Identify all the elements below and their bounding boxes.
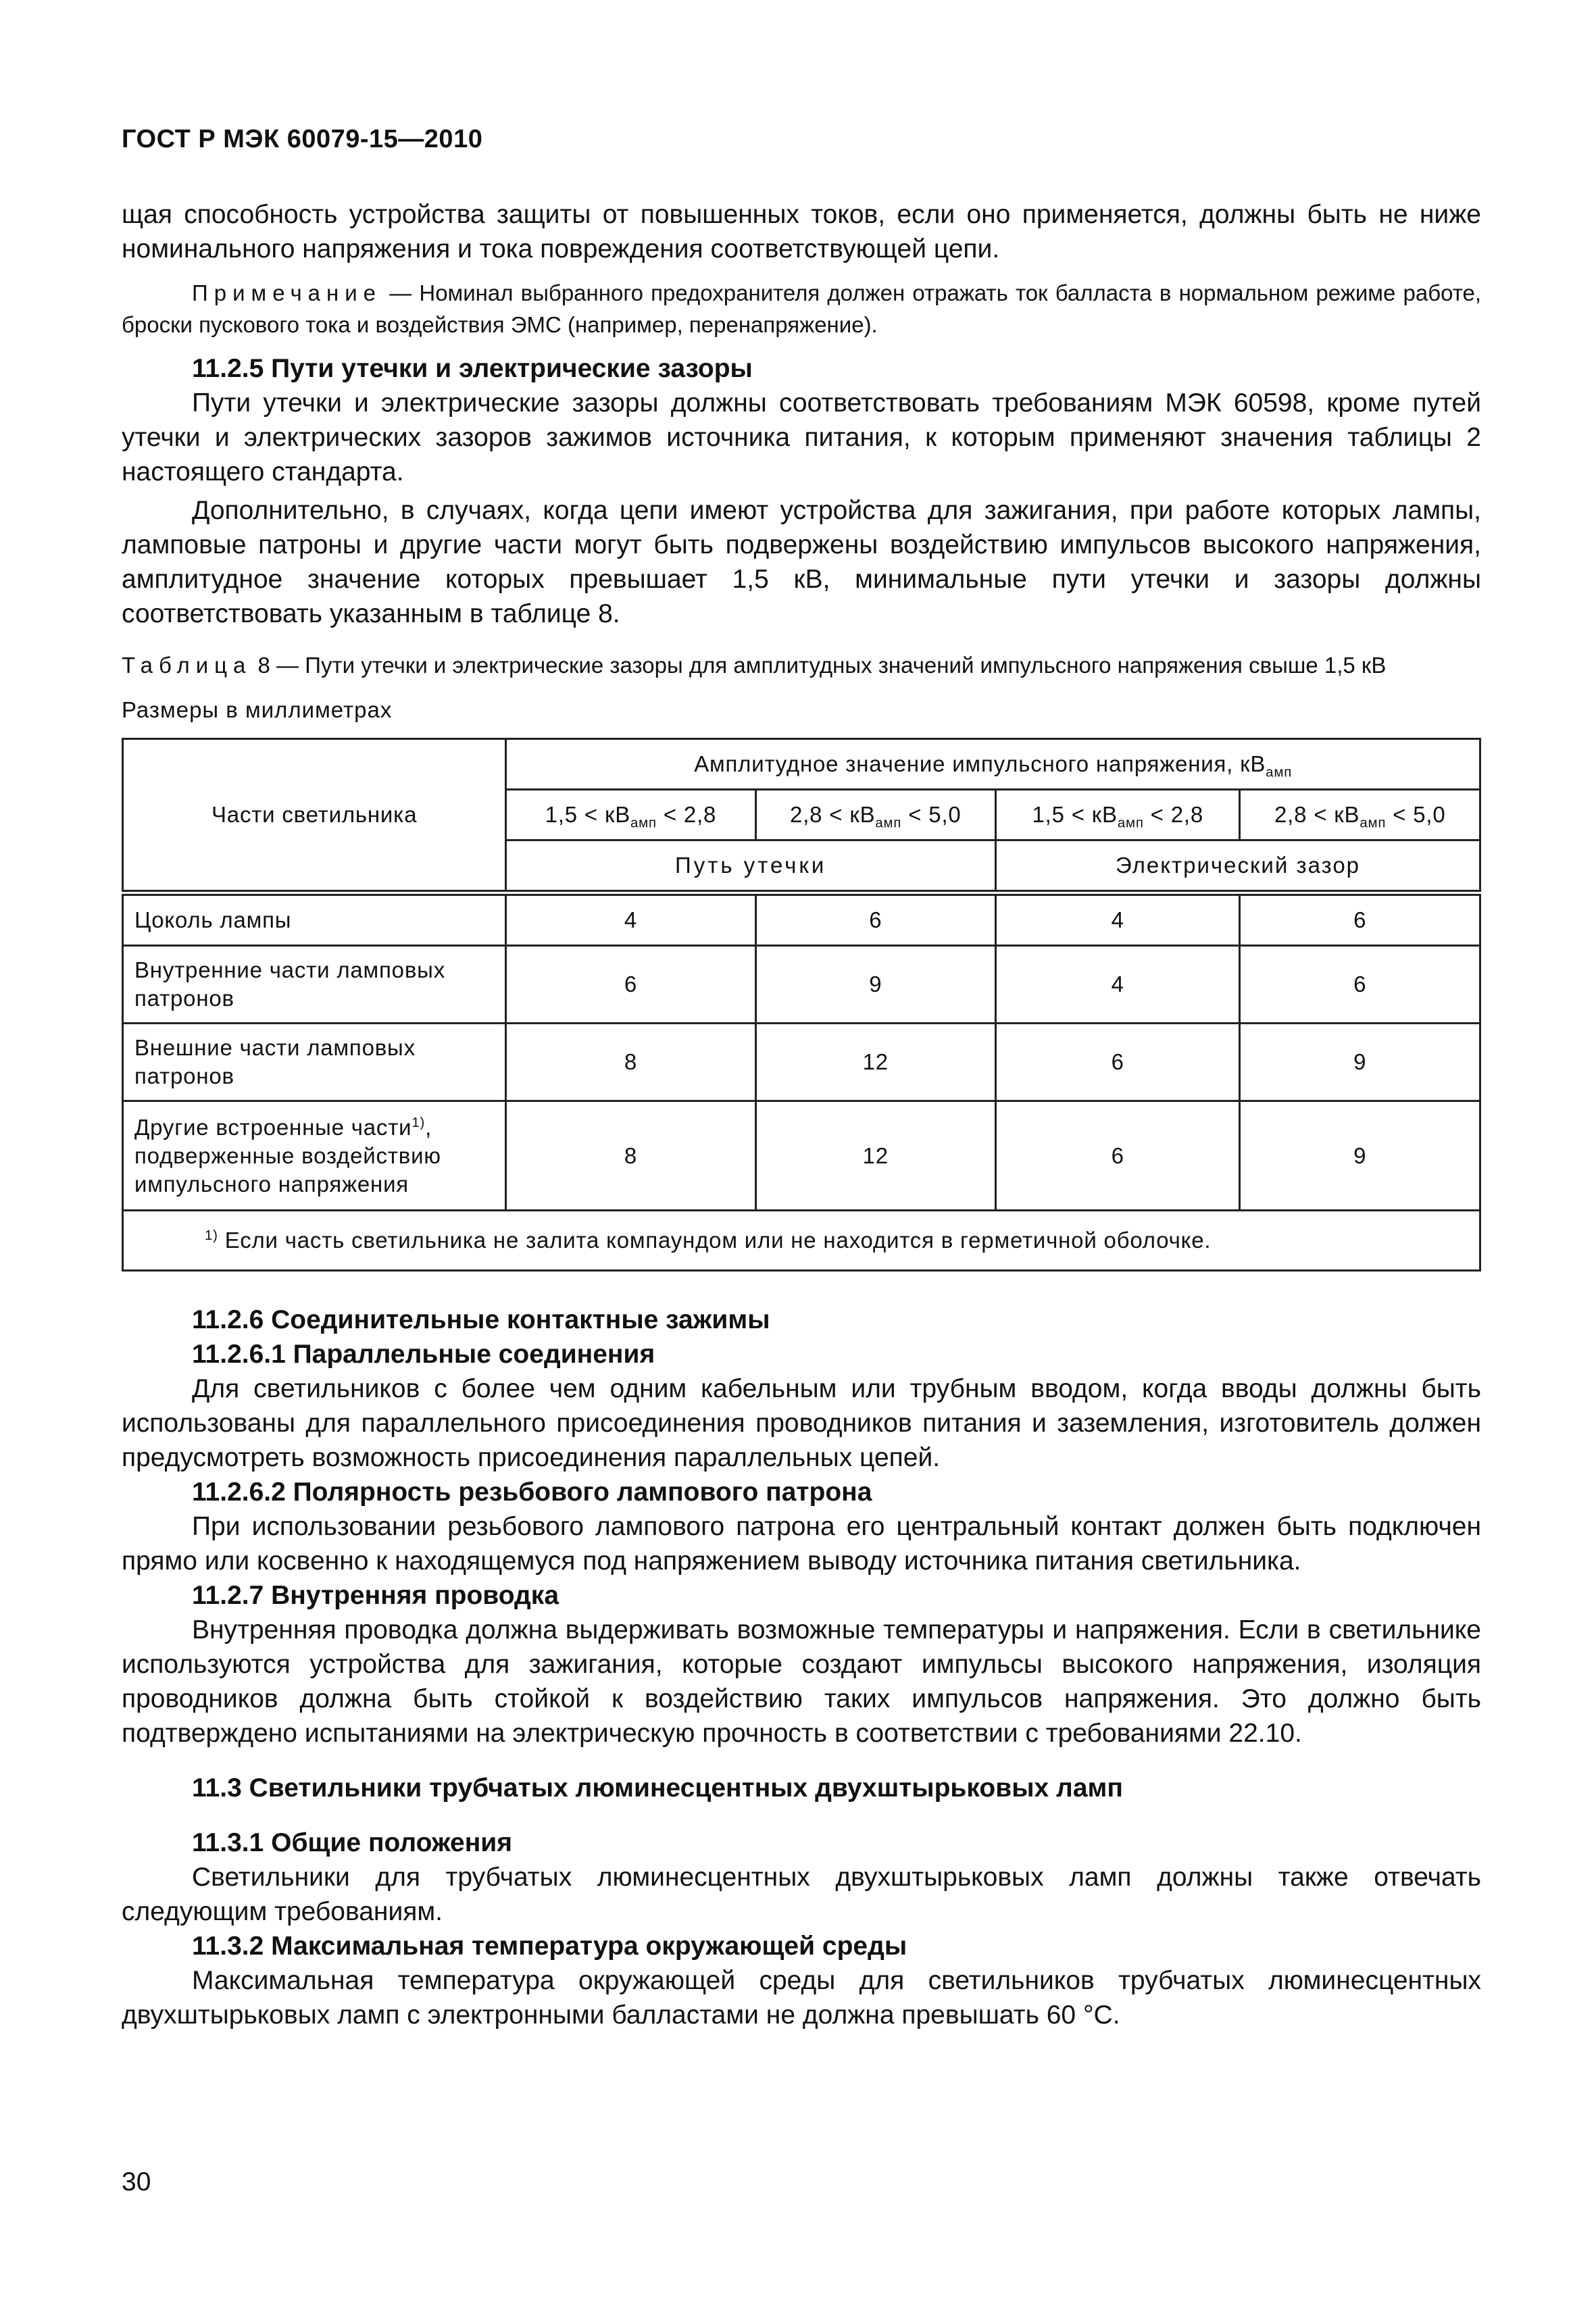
paragraph-intro: щая способность устройства защиты от повышенных токов, если оно применяется, должны быть не ниже номинального напряжения и тока повреждения соответствующей цепи. (122, 200, 1481, 263)
section-11-2-6-heading: 11.2.6 Соединительные контактные зажимы (192, 1305, 770, 1334)
section-11-3-2-paragraph: Максимальная температура окружающей среды для светильников трубчатых люминесцентных двухштырьковых ламп с электронными балластами не должна превышать 60 °С. (122, 1966, 1481, 2030)
cell-value: 6 (755, 893, 995, 946)
header-range-4: $2,8 < кВ_{амп} < 5,0$ (1240, 790, 1480, 840)
cell-value: 9 (755, 946, 995, 1024)
cell-value: 6 (1240, 893, 1480, 946)
table-8-caption (122, 650, 1481, 680)
section-11-3-1-heading: 11.3.1 Общие положения (192, 1828, 513, 1857)
table-caption-label: Таблица (122, 653, 252, 678)
section-11-2-6-1-heading: 11.2.6.1 Параллельные соединения (192, 1340, 655, 1369)
cell-value: 6 (506, 946, 755, 1024)
cell-value: 6 (996, 1024, 1240, 1101)
cell-value: 4 (996, 946, 1240, 1024)
cell-value: 12 (755, 1101, 995, 1211)
table-caption-text: 8 — Пути утечки и электрические зазоры для амплитудных значений импульсного напряжения свыше 1,5 кВ (251, 653, 1387, 678)
table-row (123, 1024, 1480, 1101)
header-creepage: Путь утечки (506, 840, 996, 893)
table-footnote-row (123, 1211, 1480, 1271)
header-amplitude: Амплитудное значение импульсного напряжения, $кВ_{амп}$ (506, 739, 1480, 790)
cell-value: 6 (996, 1101, 1240, 1211)
section-11-2-7-heading: 11.2.7 Внутренняя проводка (192, 1581, 559, 1610)
note (122, 277, 1481, 341)
table-footnote: $^{1)}$ Если часть светильника не залита компаундом или не находится в герметичной оболочке. (123, 1211, 1480, 1271)
cell-value: 9 (1240, 1101, 1480, 1211)
section-11-3-2-heading: 11.3.2 Максимальная температура окружающей среды (192, 1932, 907, 1961)
header-range-3: $1,5 < кВ_{амп} < 2,8$ (996, 790, 1240, 840)
row-label: Другие встроенные части$^{1)}$, подверженные воздействию импульсного напряжения (123, 1101, 506, 1211)
table-8 (122, 738, 1481, 1272)
cell-value: 8 (506, 1024, 755, 1101)
section-11-2-5-paragraph-2: Дополнительно, в случаях, когда цепи имеют устройства для зажигания, при работе которых лампы, ламповые патроны и другие части могут быть подвержены воздействию импульсов высокого напряжения, амплитудное значение которых превышает 1,5 кВ, минимальные пути утечки и зазоры должны соответствовать указанным в таблице 8. (122, 496, 1481, 628)
cell-value: 6 (1240, 946, 1480, 1024)
note-text: — Номинал выбранного предохранителя должен отражать ток балласта в нормальном режиме работе, броски пускового тока и воздействия ЭМС (например, перенапряжение). (122, 280, 1481, 337)
cell-value: 4 (506, 893, 755, 946)
section-11-2-6-2-paragraph: При использовании резьбового лампового патрона его центральный контакт должен быть подключен прямо или косвенно к находящемуся под напряжением выводу источника питания светильника. (122, 1512, 1481, 1576)
section-11-2-5-heading: 11.2.5 Пути утечки и электрические зазоры (192, 354, 753, 383)
section-11-2-5-paragraph-1: Пути утечки и электрические зазоры должны соответствовать требованиям МЭК 60598, кроме путей утечки и электрических зазоров зажимов источника питания, к которым применяют значения таблицы 2 настоящего стандарта. (122, 388, 1481, 486)
cell-value: 4 (996, 893, 1240, 946)
section-11-2-7-paragraph: Внутренняя проводка должна выдерживать возможные температуры и напряжения. Если в светильнике используются устройства для зажигания, которые создают импульсы высокого напряжения, изоляция проводников должна быть стойкой к воздействию таких импульсов напряжения. Это должно быть подтверждено испытаниями на электрическую прочность в соответствии с требованиями 22.10. (122, 1615, 1481, 1748)
section-11-2-6-2-heading: 11.2.6.2 Полярность резьбового лампового патрона (192, 1478, 872, 1507)
header-parts: Части светильника (123, 739, 506, 893)
row-label: Цоколь лампы (123, 893, 506, 946)
row-label: Внутренние части ламповых патронов (123, 946, 506, 1024)
table-row (123, 1101, 1480, 1211)
table-row (123, 946, 1480, 1024)
note-label: Примечание (192, 280, 382, 305)
table-header-row-1 (123, 739, 1480, 790)
standard-designation: ГОСТ Р МЭК 60079-15—2010 (122, 125, 483, 153)
cell-value: 8 (506, 1101, 755, 1211)
cell-value: 9 (1240, 1024, 1480, 1101)
section-11-3-heading: 11.3 Светильники трубчатых люминесцентных двухштырьковых ламп (192, 1774, 1123, 1803)
header-range-2: $2,8 < кВ_{амп} < 5,0$ (755, 790, 995, 840)
row-label: Внешние части ламповых патронов (123, 1024, 506, 1101)
table-row (123, 893, 1480, 946)
section-11-2-6-1-paragraph: Для светильников с более чем одним кабельным или трубным вводом, когда вводы должны быть использованы для параллельного присоединения проводников питания и заземления, изготовитель должен предусмотреть возможность присоединения параллельных цепей. (122, 1374, 1481, 1472)
header-range-1: $1,5 < кВ_{амп} < 2,8$ (506, 790, 755, 840)
cell-value: 12 (755, 1024, 995, 1101)
header-clearance: Электрический зазор (996, 840, 1480, 893)
section-11-3-1-paragraph: Светильники для трубчатых люминесцентных двухштырьковых ламп должны также отвечать следующим требованиям. (122, 1863, 1481, 1926)
page-content (122, 197, 1481, 2032)
table-units: Размеры в миллиметрах (122, 697, 393, 722)
page-number: 30 (122, 2167, 151, 2196)
